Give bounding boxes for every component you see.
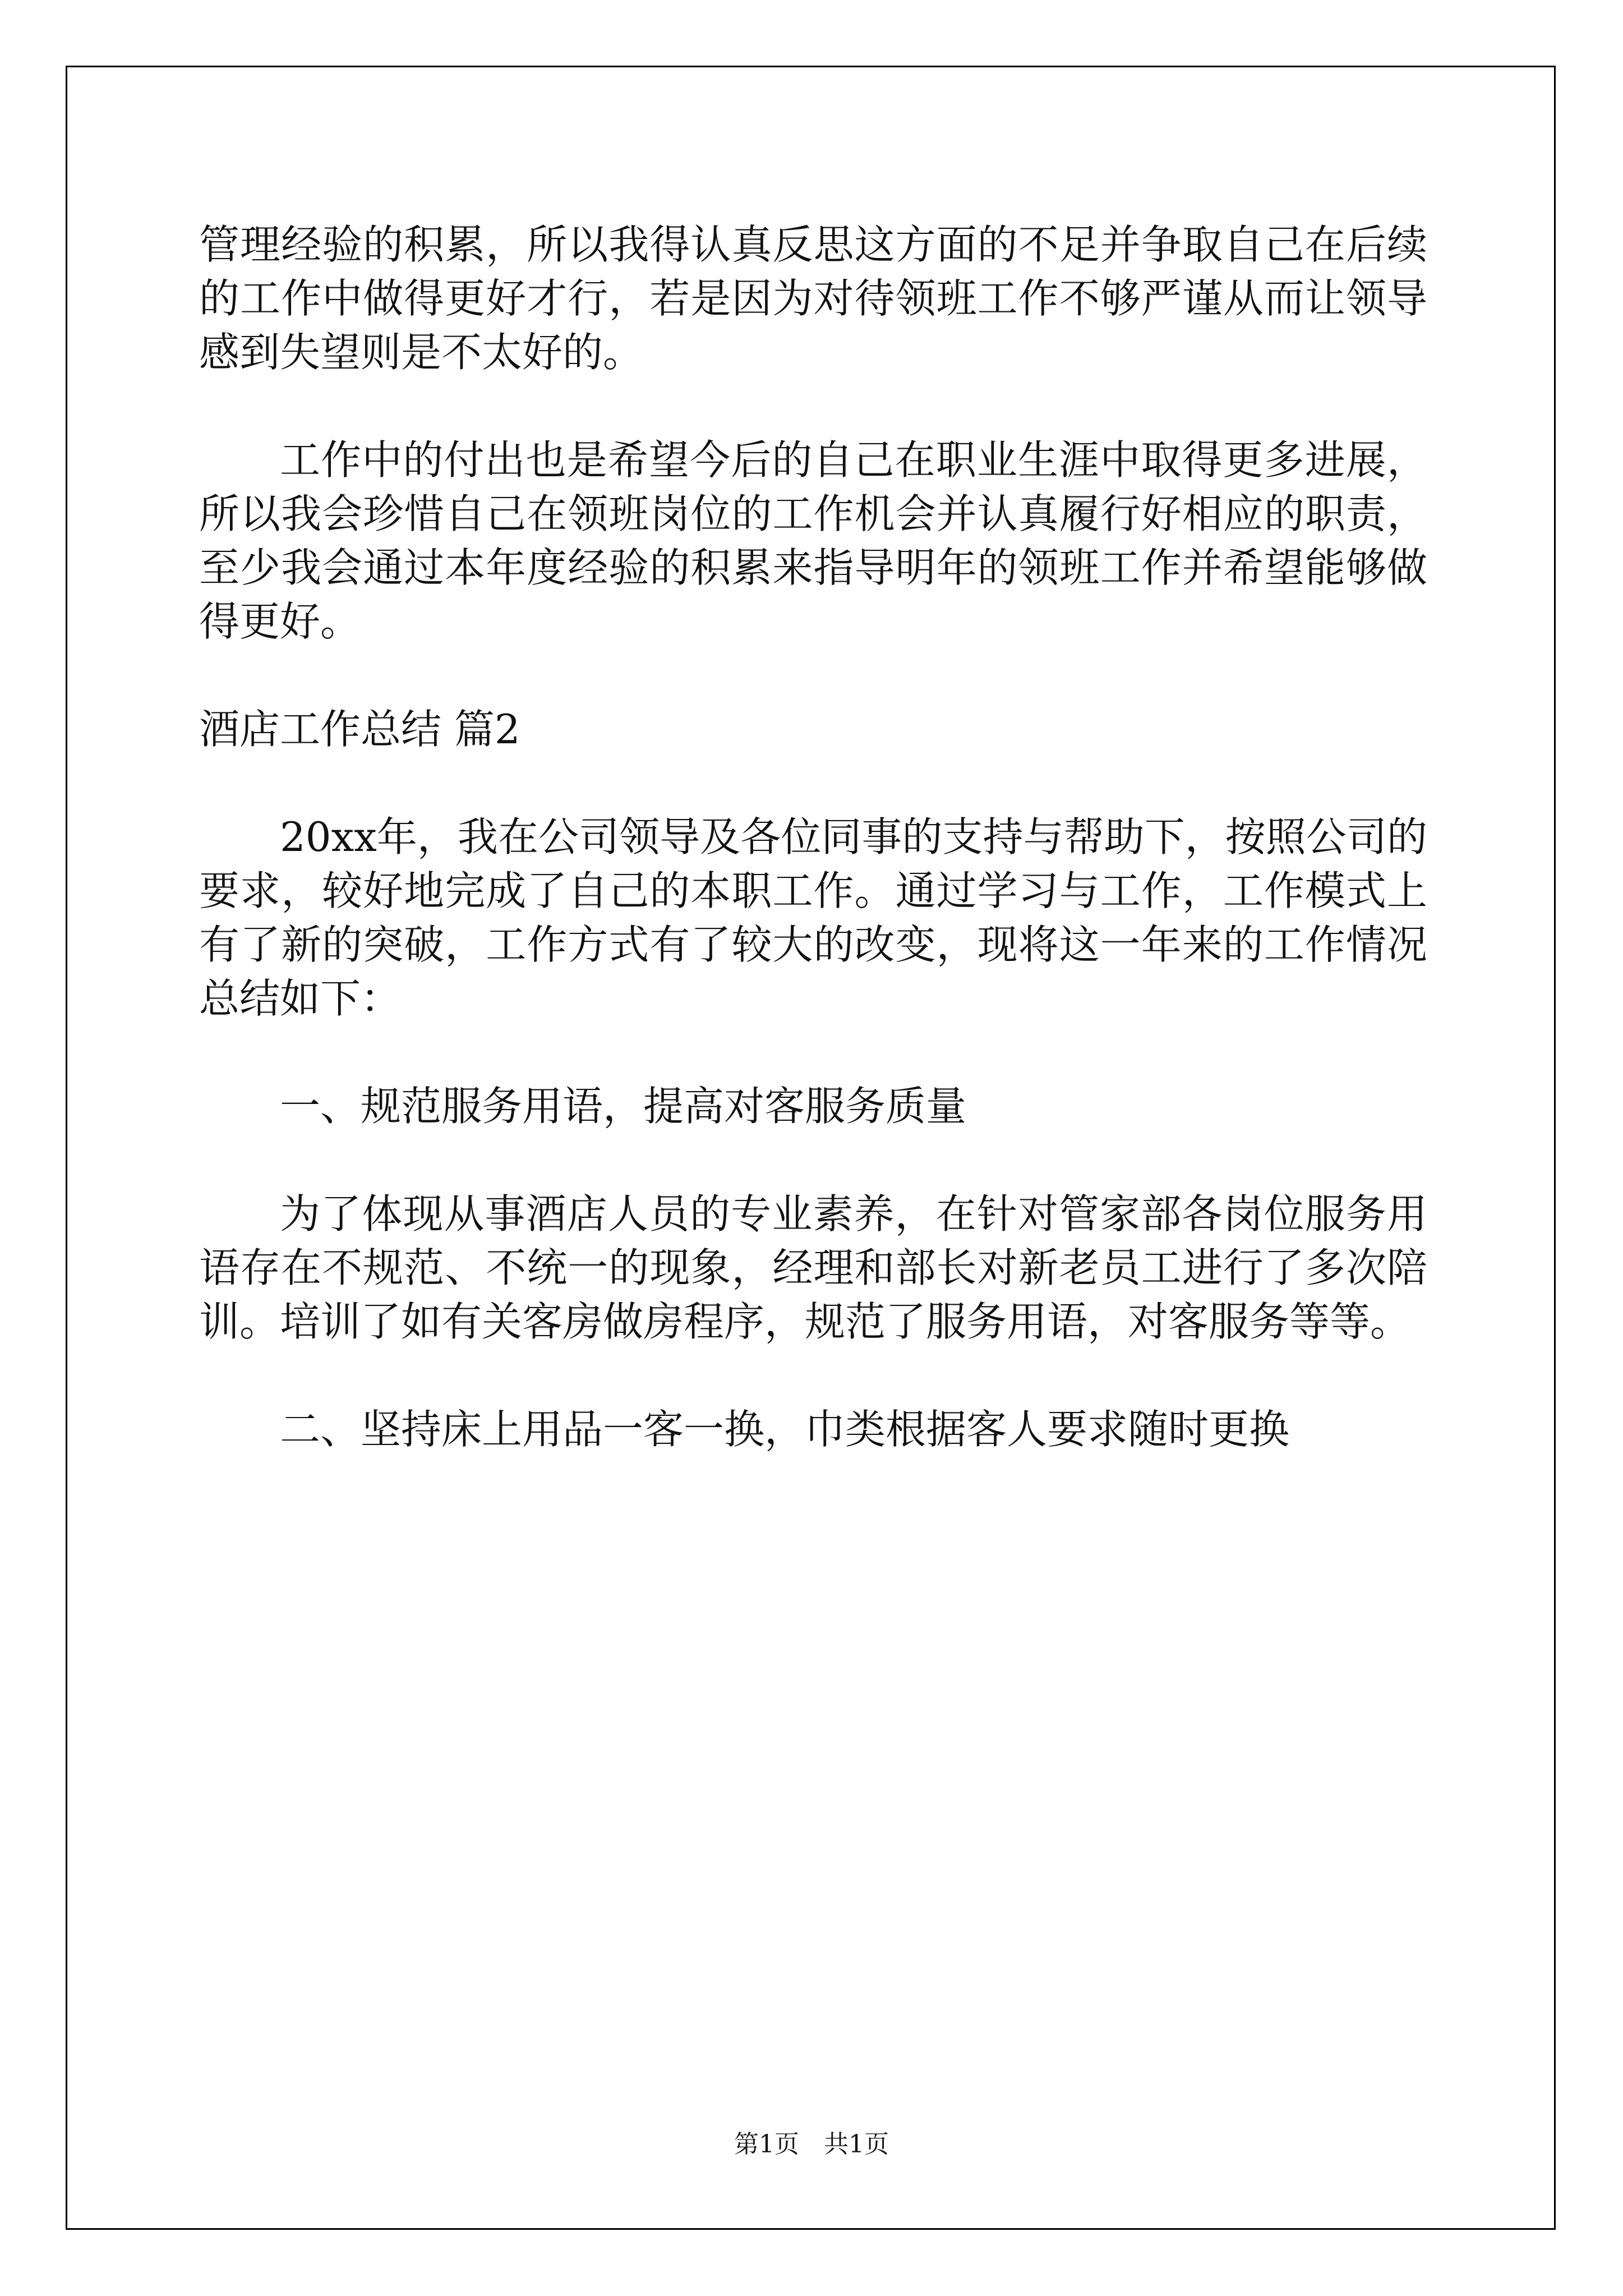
page-footer: 第1页 共1页	[734, 2130, 889, 2159]
paragraph-1: 管理经验的积累，所以我得认真反思这方面的不足并争取自己在后续的工作中做得更好才行，若是因为对待领班工作不够严谨从而让领导感到失望则是不太好的。	[199, 221, 1427, 376]
paragraph-4: 一、规范服务用语，提高对客服务质量	[280, 1083, 967, 1130]
paragraph-3: 20xx年，我在公司领导及各位同事的支持与帮助下，按照公司的要求，较好地完成了自己的本职工作。通过学习与工作，工作模式上有了新的突破，工作方式有了较大的改变，现将这一年来的工作情况总结如下：	[199, 813, 1427, 1022]
section-heading: 酒店工作总结 篇2	[199, 706, 520, 753]
paragraph-6: 二、坚持床上用品一客一换，巾类根据客人要求随时更换	[280, 1406, 1290, 1453]
document-body	[199, 218, 1427, 1510]
paragraph-5: 为了体现从事酒店人员的专业素养，在针对管家部各岗位服务用语存在不规范、不统一的现象，经理和部长对新老员工进行了多次陪训。培训了如有关客房做房程序，规范了服务用语，对客服务等等。	[199, 1190, 1427, 1345]
paragraph-2: 工作中的付出也是希望今后的自己在职业生涯中取得更多进展，所以我会珍惜自己在领班岗位的工作机会并认真履行好相应的职责，至少我会通过本年度经验的积累来指导明年的领班工作并希望能够做得更好。	[199, 436, 1427, 645]
